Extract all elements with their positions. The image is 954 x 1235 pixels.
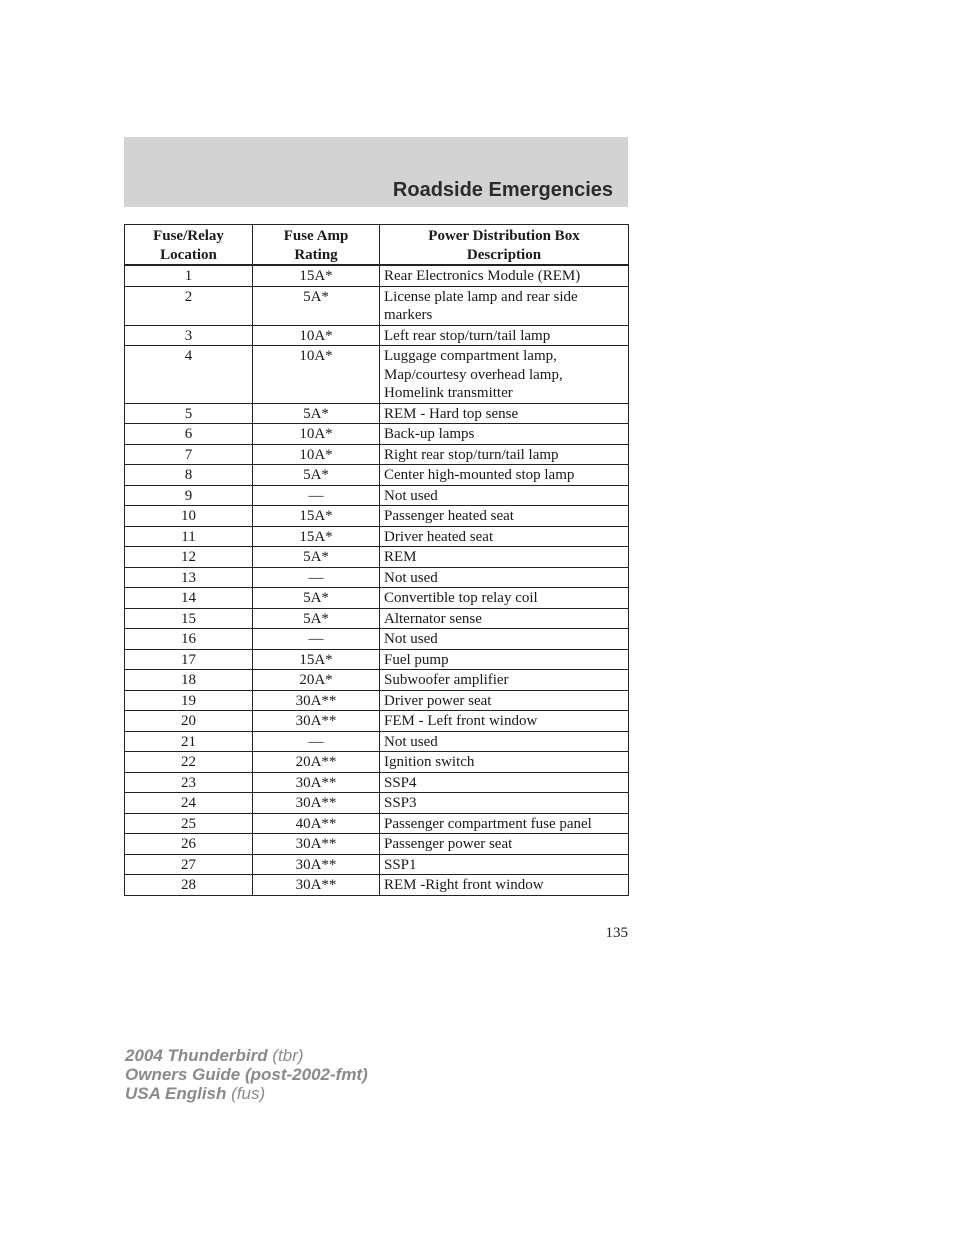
fuse-location-cell: 15 [125,608,253,629]
column-header-line: Fuse Amp [283,228,349,244]
table-row [125,424,629,445]
footer-model-name: 2004 Thunderbird [125,1046,268,1065]
footer-language-code: (fus) [226,1084,266,1103]
page-number: 135 [605,925,628,941]
fuse-location-cell: 23 [125,772,253,793]
footer-language-name: USA English [125,1084,227,1103]
fuse-rating-cell: — [253,629,380,650]
table-row [125,608,629,629]
footer-line-model [125,1046,368,1065]
fuse-rating-cell: 15A* [253,526,380,547]
fuse-rating-cell: 30A** [253,834,380,855]
fuse-location-cell: 8 [125,465,253,486]
footer-line-language [125,1084,368,1103]
fuse-description-cell: REM -Right front window [380,875,629,896]
fuse-location-cell: 20 [125,711,253,732]
fuse-location-cell: 28 [125,875,253,896]
table-row [125,567,629,588]
fuse-description-cell: Driver power seat [380,690,629,711]
fuse-location-cell: 2 [125,286,253,325]
fuse-rating-cell: 30A** [253,711,380,732]
fuse-description-cell: Alternator sense [380,608,629,629]
table-row [125,649,629,670]
fuse-rating-cell: 30A** [253,690,380,711]
table-row [125,670,629,691]
table-row [125,403,629,424]
footer-model-code: (tbr) [267,1046,304,1065]
column-header-rating [253,225,380,266]
fuse-rating-cell: 15A* [253,265,380,286]
fuse-location-cell: 13 [125,567,253,588]
fuse-rating-cell: 5A* [253,588,380,609]
fuse-description-cell: Rear Electronics Module (REM) [380,265,629,286]
fuse-location-cell: 25 [125,813,253,834]
fuse-description-cell: FEM - Left front window [380,711,629,732]
fuse-description-cell: Passenger power seat [380,834,629,855]
fuse-description-cell: Fuel pump [380,649,629,670]
fuse-rating-cell: 5A* [253,547,380,568]
column-header-location [125,225,253,266]
fuse-location-cell: 7 [125,444,253,465]
table-row [125,547,629,568]
fuse-description-cell: Back-up lamps [380,424,629,445]
fuse-location-cell: 21 [125,731,253,752]
fuse-rating-cell: 10A* [253,325,380,346]
fuse-rating-cell: 30A** [253,793,380,814]
footer-guide-name: Owners Guide (post-2002-fmt) [125,1065,368,1084]
table-row [125,629,629,650]
fuse-rating-cell: 5A* [253,403,380,424]
table-row [125,772,629,793]
fuse-rating-cell: 10A* [253,346,380,404]
fuse-location-cell: 1 [125,265,253,286]
fuse-table-header [125,225,629,266]
fuse-location-cell: 14 [125,588,253,609]
fuse-rating-cell: — [253,567,380,588]
table-row [125,526,629,547]
footer-line-guide [125,1065,368,1084]
fuse-description-cell: Left rear stop/turn/tail lamp [380,325,629,346]
fuse-rating-cell: 30A** [253,875,380,896]
table-row [125,588,629,609]
fuse-location-cell: 11 [125,526,253,547]
column-header-line: Fuse/Relay [153,228,224,244]
fuse-description-cell: Driver heated seat [380,526,629,547]
fuse-description-cell: Not used [380,485,629,506]
table-row [125,854,629,875]
table-row [125,793,629,814]
fuse-description-cell: Ignition switch [380,752,629,773]
fuse-rating-cell: 5A* [253,608,380,629]
table-row [125,265,629,286]
document-footer [125,1046,368,1103]
table-row [125,444,629,465]
fuse-table [124,224,629,896]
fuse-rating-cell: 5A* [253,286,380,325]
fuse-location-cell: 4 [125,346,253,404]
fuse-description-cell: SSP4 [380,772,629,793]
table-row [125,346,629,404]
table-row [125,465,629,486]
section-title: Roadside Emergencies [392,179,613,201]
fuse-description-cell: Subwoofer amplifier [380,670,629,691]
fuse-description-cell: License plate lamp and rear side markers [380,286,629,325]
fuse-rating-cell: 10A* [253,424,380,445]
column-header-line: Description [466,246,542,263]
fuse-location-cell: 22 [125,752,253,773]
column-header-line: Location [160,246,217,263]
fuse-rating-cell: 30A** [253,854,380,875]
table-row [125,325,629,346]
fuse-description-cell: Passenger heated seat [380,506,629,527]
fuse-location-cell: 26 [125,834,253,855]
fuse-location-cell: 17 [125,649,253,670]
fuse-description-cell: Convertible top relay coil [380,588,629,609]
table-row [125,485,629,506]
fuse-location-cell: 10 [125,506,253,527]
fuse-description-cell: SSP1 [380,854,629,875]
fuse-description-cell: Passenger compartment fuse panel [380,813,629,834]
table-row [125,506,629,527]
fuse-rating-cell: 15A* [253,649,380,670]
fuse-rating-cell: 30A** [253,772,380,793]
fuse-description-cell: SSP3 [380,793,629,814]
fuse-location-cell: 6 [125,424,253,445]
fuse-rating-cell: 10A* [253,444,380,465]
table-header-row [125,225,629,266]
fuse-description-cell: Center high-mounted stop lamp [380,465,629,486]
table-row [125,875,629,896]
fuse-rating-cell: — [253,485,380,506]
fuse-location-cell: 5 [125,403,253,424]
column-header-line: Rating [294,246,338,263]
table-row [125,834,629,855]
fuse-description-cell: Not used [380,567,629,588]
fuse-description-cell: Luggage compartment lamp, Map/courtesy overhead lamp, Homelink transmitter [380,346,629,404]
fuse-location-cell: 16 [125,629,253,650]
fuse-rating-cell: 5A* [253,465,380,486]
table-row [125,286,629,325]
fuse-location-cell: 19 [125,690,253,711]
fuse-rating-cell: 20A** [253,752,380,773]
fuse-rating-cell: 20A* [253,670,380,691]
fuse-description-cell: Not used [380,629,629,650]
fuse-description-cell: Right rear stop/turn/tail lamp [380,444,629,465]
table-row [125,711,629,732]
fuse-description-cell: REM [380,547,629,568]
table-row [125,731,629,752]
fuse-location-cell: 24 [125,793,253,814]
fuse-location-cell: 3 [125,325,253,346]
fuse-rating-cell: — [253,731,380,752]
fuse-location-cell: 12 [125,547,253,568]
column-header-line: Power Distribution Box [428,228,580,244]
table-row [125,813,629,834]
section-header-band [124,137,628,207]
fuse-description-cell: Not used [380,731,629,752]
fuse-table-body [125,265,629,895]
fuse-location-cell: 9 [125,485,253,506]
fuse-location-cell: 18 [125,670,253,691]
fuse-rating-cell: 15A* [253,506,380,527]
fuse-description-cell: REM - Hard top sense [380,403,629,424]
table-row [125,690,629,711]
fuse-rating-cell: 40A** [253,813,380,834]
fuse-location-cell: 27 [125,854,253,875]
table-row [125,752,629,773]
column-header-description [380,225,629,266]
